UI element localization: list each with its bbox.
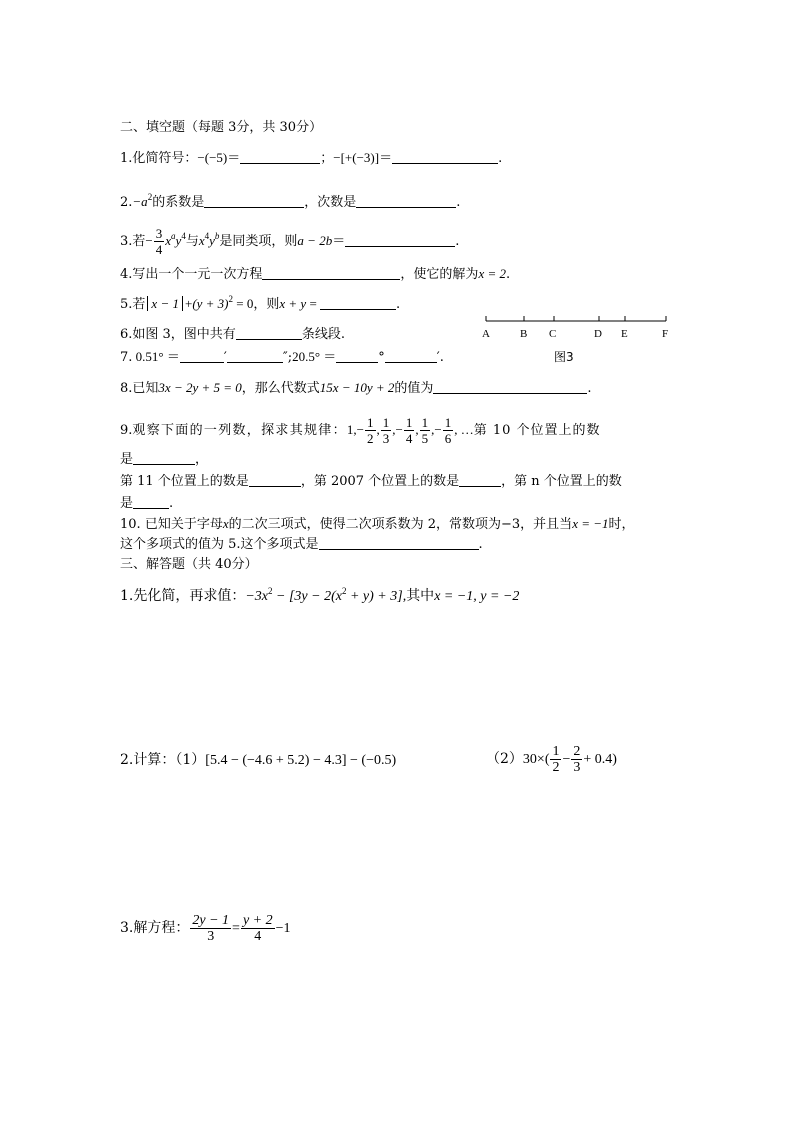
q9-blank3[interactable] [459, 472, 501, 487]
q1-blank2[interactable] [392, 149, 498, 164]
q2-blank1[interactable] [204, 193, 304, 208]
q5-eq0: = 0 [233, 296, 254, 311]
q9-blank1[interactable] [133, 450, 195, 465]
q9-term-3-num: 1 [382, 415, 390, 430]
p3-number: 3. [120, 920, 134, 936]
q2-text2: ，次数是 [304, 195, 357, 210]
q9-blank2[interactable] [249, 472, 301, 487]
question-3 [120, 226, 459, 257]
q5-text2: ，则 [253, 297, 280, 312]
q9-sep3: , [392, 422, 396, 437]
q7-number: 7. [120, 350, 133, 365]
section2-title: 二、填空题（每题 3分，共 30分） [120, 120, 323, 135]
problem-1 [120, 586, 519, 607]
q9-term-6 [443, 415, 454, 446]
q9-end: . [169, 496, 174, 511]
point-label-f: F [662, 328, 669, 340]
p3-left-frac [190, 913, 231, 944]
q5-plus: + [184, 296, 193, 311]
question-4 [120, 264, 510, 285]
p3-right-frac [241, 913, 275, 944]
q3-minus: − [145, 233, 153, 248]
q3-x1-exp: a [171, 231, 176, 241]
q7-min2: ′ [436, 350, 440, 365]
q2-text1: 的系数是 [152, 195, 205, 210]
q1-text: 化简符号： [132, 151, 198, 166]
figure-3 [484, 312, 670, 372]
q6-blank[interactable] [236, 325, 302, 340]
question-5 [120, 294, 400, 315]
q6-number: 6. [120, 327, 133, 342]
question-10-line2 [120, 535, 483, 555]
question-9-line2 [120, 450, 208, 470]
q5-eq: = [306, 296, 321, 311]
q3-y2-exp: b [214, 231, 220, 241]
problem-2-part2 [486, 742, 617, 777]
q9-first-term: 1 [346, 422, 354, 437]
point-label-b: B [520, 328, 528, 340]
q8-expr1: 3x − 2y + 5 = 0 [158, 380, 242, 395]
problem-2-part1 [120, 750, 396, 771]
q10-blank[interactable] [319, 535, 479, 550]
p2-minus: − [562, 752, 571, 767]
q6-text2: 条线段 [301, 327, 341, 342]
q10-text4: 这个多项式的值为 5.这个多项式是 [120, 537, 319, 552]
p2-frac2 [571, 744, 582, 775]
q9-text7: 是 [120, 496, 134, 511]
q4-end: . [505, 267, 511, 282]
q10-x: x [222, 516, 229, 531]
p2-frac1 [550, 744, 561, 775]
q6-text1: 如图 3，图中共有 [132, 327, 236, 342]
q9-sep1: , [353, 422, 357, 437]
p2-expr1: [5.4 − (−4.6 + 5.2) − 4.3] − (−0.5) [205, 753, 397, 768]
p3-eq: = [232, 921, 240, 936]
q1-sep: ； [320, 151, 334, 166]
q7-sec: ″ [282, 350, 288, 365]
q7-blank4[interactable] [385, 348, 437, 363]
p2-text: 计算：（1） [133, 752, 206, 768]
q5-end: . [396, 297, 401, 312]
p2-frac2-den: 3 [573, 759, 581, 775]
q9-sep4: , [415, 422, 419, 437]
q9-term-2-num: 1 [367, 415, 374, 430]
question-1 [120, 148, 502, 169]
p2-frac1-den: 2 [552, 759, 560, 775]
q9-text2: 第 10 个位置上的数 [473, 423, 601, 438]
q7-a: 0.51° [132, 349, 164, 364]
q9-term-4-den: 4 [405, 431, 413, 446]
q3-fraction-den: 4 [155, 242, 163, 257]
question-9-line3 [120, 472, 622, 492]
p2-expr2a: 30×( [522, 752, 550, 767]
q9-text5: ，第 2007 个位置上的数是 [300, 474, 460, 489]
q3-x1: x [165, 233, 172, 248]
p2-number: 2. [120, 752, 134, 768]
q8-expr2: 15x − 10y + 2 [319, 380, 395, 395]
q1-expr2: −[+(−3)]＝ [333, 150, 393, 165]
q9-minus3: − [434, 422, 442, 437]
q10-text2: 的二次三项式，使得二次项系数为 2，常数项为−3，并且当 [228, 517, 573, 532]
question-9-line4 [120, 494, 173, 514]
q1-expr1: −(−5)＝ [197, 150, 241, 165]
q9-text3: 是 [120, 452, 134, 467]
q9-text3-end: ， [195, 452, 209, 467]
q4-number: 4. [120, 267, 133, 282]
p1-number: 1. [120, 588, 134, 604]
q8-text1: 已知 [132, 381, 159, 396]
q4-blank[interactable] [262, 265, 400, 280]
p1-expr-b: − [3y − 2(x [272, 589, 342, 604]
q2-exp: 2 [147, 192, 153, 202]
q2-expr: −a [132, 194, 148, 209]
q9-minus1: − [356, 422, 365, 437]
p1-condition: x = −1, y = −2 [434, 589, 520, 604]
q9-number: 9. [120, 423, 133, 438]
q3-expr: a − 2b [297, 233, 333, 248]
p2-text2: （2） [486, 751, 523, 767]
p2-frac2-num: 2 [573, 743, 581, 759]
q5-exp: 2 [228, 294, 234, 304]
q2-blank2[interactable] [356, 193, 456, 208]
p2-expr2b: + 0.4) [583, 752, 617, 767]
q3-fraction [154, 226, 165, 257]
q9-sep2: , [376, 422, 380, 437]
q9-sep5: , [431, 422, 435, 437]
question-9 [120, 414, 601, 447]
q9-dots: , … [454, 422, 474, 437]
segment-line [484, 312, 670, 346]
q9-minus2: − [395, 422, 403, 437]
problem-3 [120, 910, 291, 947]
point-label-a: A [482, 328, 490, 340]
q7-eq: ＝ [163, 349, 180, 364]
q8-text3: 的值为 [394, 381, 434, 396]
q5-paren: (y + 3) [192, 296, 229, 311]
q9-term-5-den: 5 [421, 431, 429, 446]
p3-left-den: 3 [207, 928, 215, 944]
q9-term-4 [404, 415, 415, 446]
p2-frac1-num: 1 [552, 743, 560, 759]
q5-blank[interactable] [320, 295, 396, 310]
q3-y1-exp: 4 [181, 231, 186, 241]
q7-deg: ° [378, 350, 385, 365]
p1-text: 先化简，再求值： [133, 588, 246, 604]
q7-blank2[interactable] [227, 348, 283, 363]
q9-term-5-num: 1 [421, 415, 429, 430]
q1-number: 1. [120, 151, 133, 166]
q10-end: . [478, 537, 483, 552]
q7-eq2: ＝ [320, 349, 337, 364]
q3-text3: 是同类项，则 [219, 234, 298, 249]
p1-exp-1: 2 [268, 586, 273, 596]
q7-sep: ; [287, 350, 293, 365]
point-label-e: E [621, 328, 628, 340]
q7-b: 20.5° [292, 349, 321, 364]
q10-text1: 已知关于字母 [140, 517, 223, 532]
question-7 [120, 347, 444, 368]
question-6 [120, 325, 345, 345]
p1-text2: 其中 [406, 588, 435, 604]
p3-text: 解方程： [133, 920, 190, 936]
question-10 [120, 514, 635, 535]
section3-title: 三、解答题（共 40分） [120, 557, 258, 572]
q9-text1: 观察下面的一列数，探求其规律： [132, 423, 347, 438]
q4-text1: 写出一个一元一次方程 [132, 267, 263, 282]
q3-eq: ＝ [332, 234, 346, 249]
q8-blank[interactable] [433, 379, 587, 394]
q5-number: 5. [120, 297, 133, 312]
q7-end: . [439, 350, 444, 365]
q5-text1: 若 [132, 297, 146, 312]
q5-expr: x + y [279, 296, 307, 311]
q10-text3: 时， [608, 517, 635, 532]
q3-x2: x [198, 233, 205, 248]
p1-expr-c: + y) + 3], [346, 589, 407, 604]
q7-min: ′ [223, 350, 227, 365]
q2-number: 2. [120, 195, 133, 210]
q6-end: . [340, 327, 345, 342]
q1-blank1[interactable] [240, 149, 320, 164]
q9-term-2 [365, 415, 376, 446]
q4-solution: x = 2 [478, 266, 506, 281]
q1-end: . [498, 151, 503, 166]
q3-x2-exp: 4 [204, 231, 210, 241]
question-2 [120, 192, 460, 213]
p3-tail: −1 [275, 921, 291, 936]
q3-text2: 与 [185, 234, 199, 249]
q9-text6: ，第 n 个位置上的数 [501, 474, 622, 489]
q3-number: 3. [120, 234, 133, 249]
q9-term-5 [420, 415, 431, 446]
q9-term-3 [381, 415, 392, 446]
q3-text1: 若 [132, 234, 146, 249]
point-label-c: C [549, 328, 557, 340]
q7-blank3[interactable] [336, 348, 378, 363]
p1-expr-a: −3x [245, 589, 269, 604]
q5-abs: x − 1 [147, 296, 183, 311]
q9-blank4[interactable] [133, 494, 169, 509]
q8-end: . [587, 381, 592, 396]
q2-end: . [456, 195, 461, 210]
q3-y1: y [175, 233, 182, 248]
q8-text2: ，那么代数式 [241, 381, 320, 396]
p3-left-num: 2y − 1 [192, 912, 230, 928]
figure-caption: 图3 [554, 350, 574, 364]
question-8 [120, 378, 592, 399]
p3-right-den: 4 [254, 928, 262, 944]
q9-term-3-den: 3 [382, 431, 390, 446]
q3-fraction-num: 3 [155, 226, 163, 241]
q9-term-4-num: 1 [405, 415, 413, 430]
q9-term-6-den: 6 [444, 431, 452, 446]
q7-blank1[interactable] [180, 348, 224, 363]
point-label-d: D [594, 328, 602, 340]
p1-exp-2: 2 [341, 586, 347, 596]
q3-y2: y [209, 233, 215, 248]
q9-term-2-den: 2 [367, 431, 374, 446]
p3-right-num: y + 2 [242, 912, 273, 928]
q9-text4: 第 11 个位置上的数是 [120, 474, 249, 489]
q8-number: 8. [120, 381, 133, 396]
q9-term-6-num: 1 [444, 415, 452, 430]
q3-blank[interactable] [345, 232, 455, 247]
q4-text2: ，使它的解为 [400, 267, 479, 282]
q10-condition: x = −1 [572, 516, 609, 531]
q10-number: 10. [120, 517, 141, 532]
q3-end: . [455, 234, 460, 249]
